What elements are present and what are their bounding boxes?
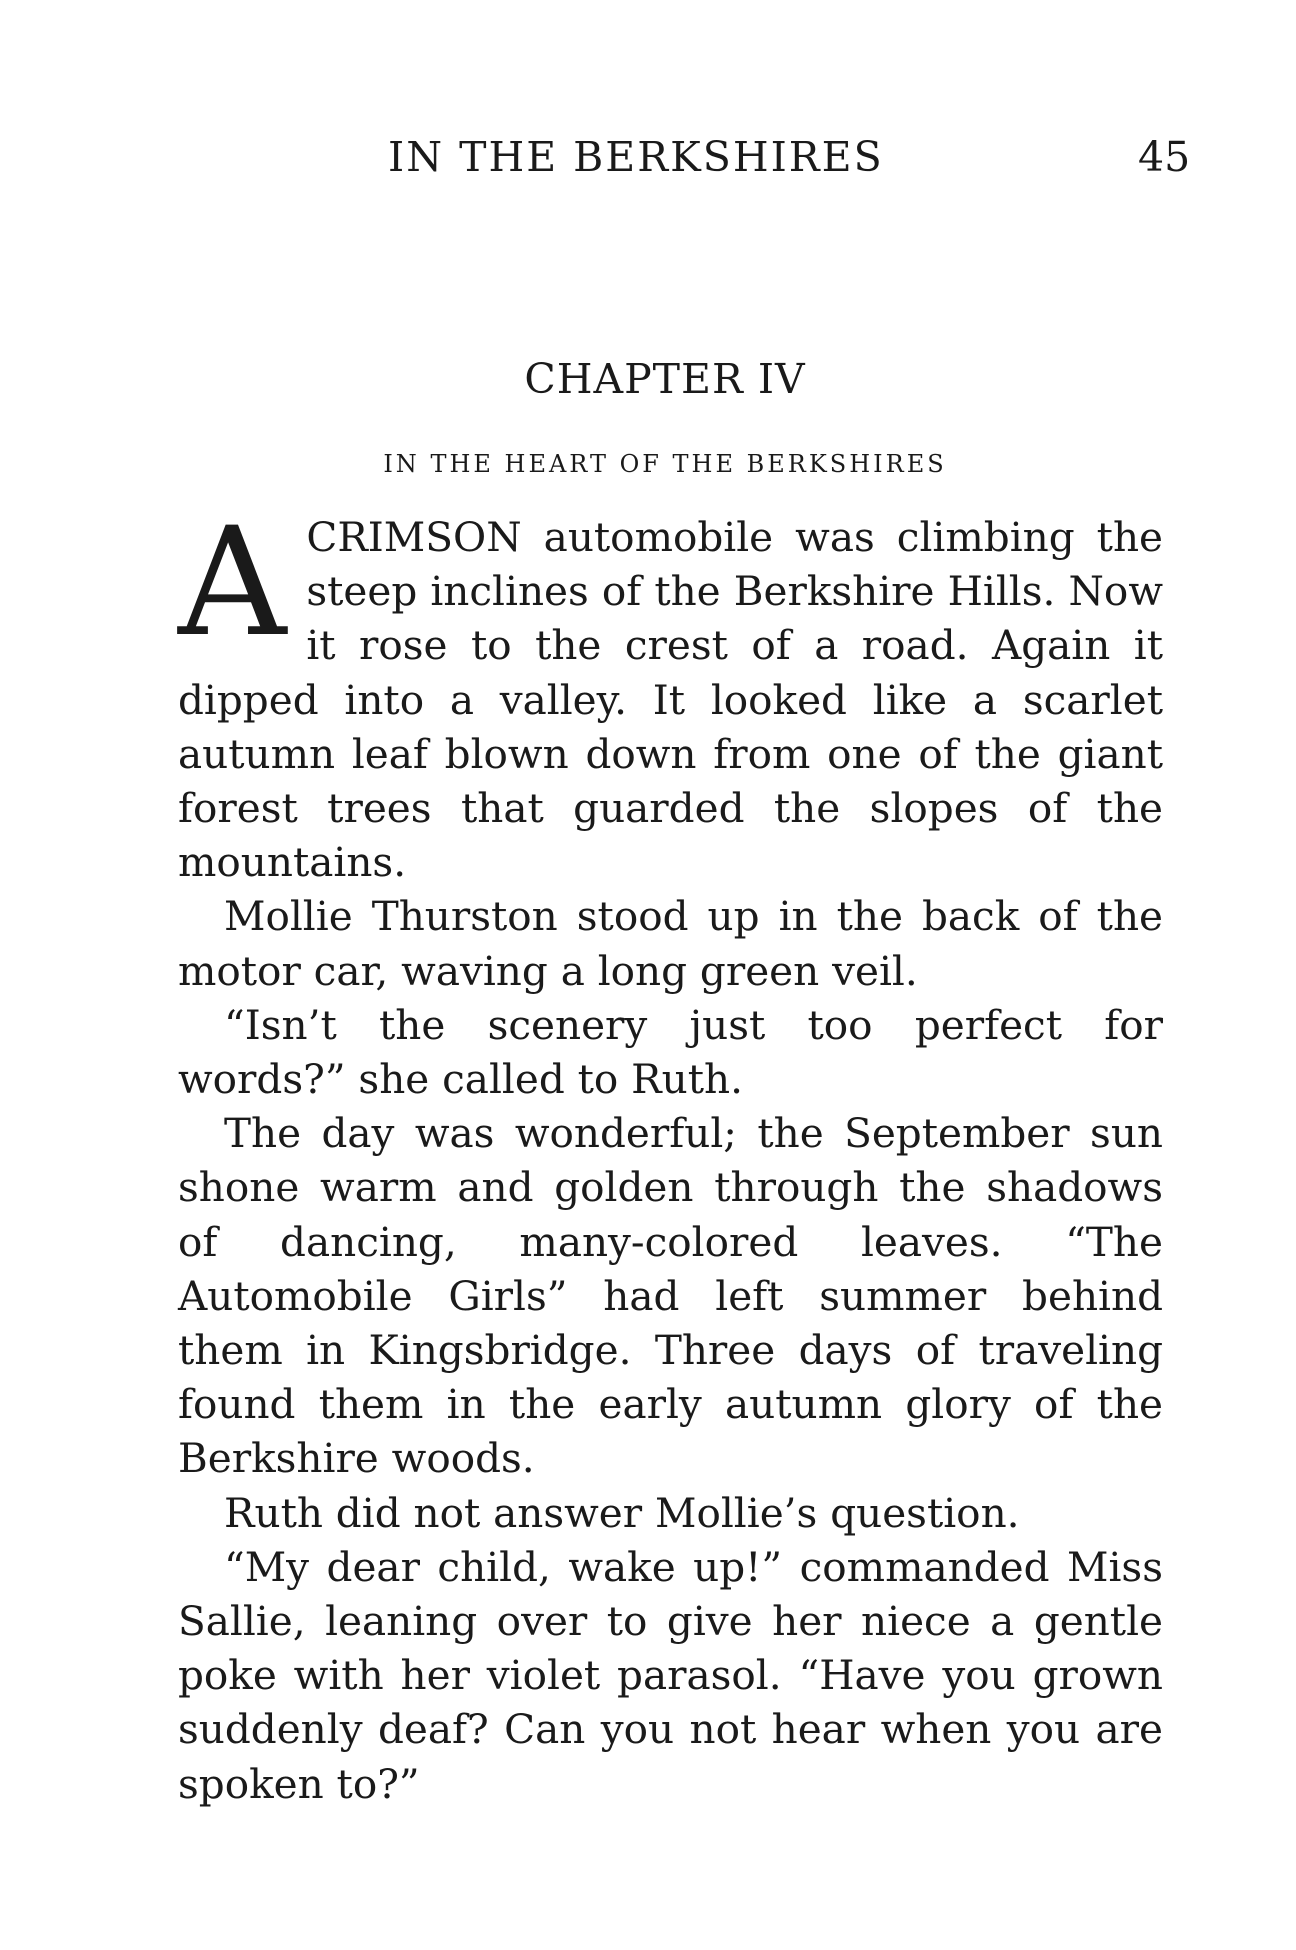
chapter-subtitle: IN THE HEART OF THE BERKSHIRES (383, 450, 947, 478)
drop-cap: A (178, 496, 287, 670)
page-number: 45 (1138, 133, 1191, 181)
paragraph-5: Ruth did not answer Mollie’s question. (224, 1488, 1020, 1537)
body-text (178, 496, 1163, 1811)
paragraph-1-text: CRIMSON automobile was climbing the steep inclines of the Berkshire Hills. Now it rose to the crest of a road. Again it dipped into a valley. It looked like a scarlet autumn leaf blown down from one of the giant forest trees that guarded the slopes of the mountains. (178, 513, 1163, 887)
paragraph-3: “Isn’t the scenery just too perfect for words?” she called to Ruth. (178, 1000, 1163, 1104)
paragraph-1 (178, 496, 1163, 889)
paragraph-2: Mollie Thurston stood up in the back of the motor car, waving a long green veil. (178, 892, 1163, 995)
chapter-title: CHAPTER IV (524, 355, 806, 403)
paragraph-6: “My dear child, wake up!” commanded Miss Sallie, leaning over to give her niece a gentle poke with her violet parasol. “Have you grown suddenly deaf? Can you not hear when you are spoken to?” (178, 1542, 1163, 1808)
paragraph-4: The day was wonderful; the September sun shone warm and golden through the shadows of dancing, many-colored leaves. “The Automobile Girls” had left summer behind them in Kingsbridge. Three days of traveling found them in the early autumn glory of the Berkshire woods. (178, 1109, 1163, 1483)
running-head: IN THE BERKSHIRES (388, 133, 884, 181)
